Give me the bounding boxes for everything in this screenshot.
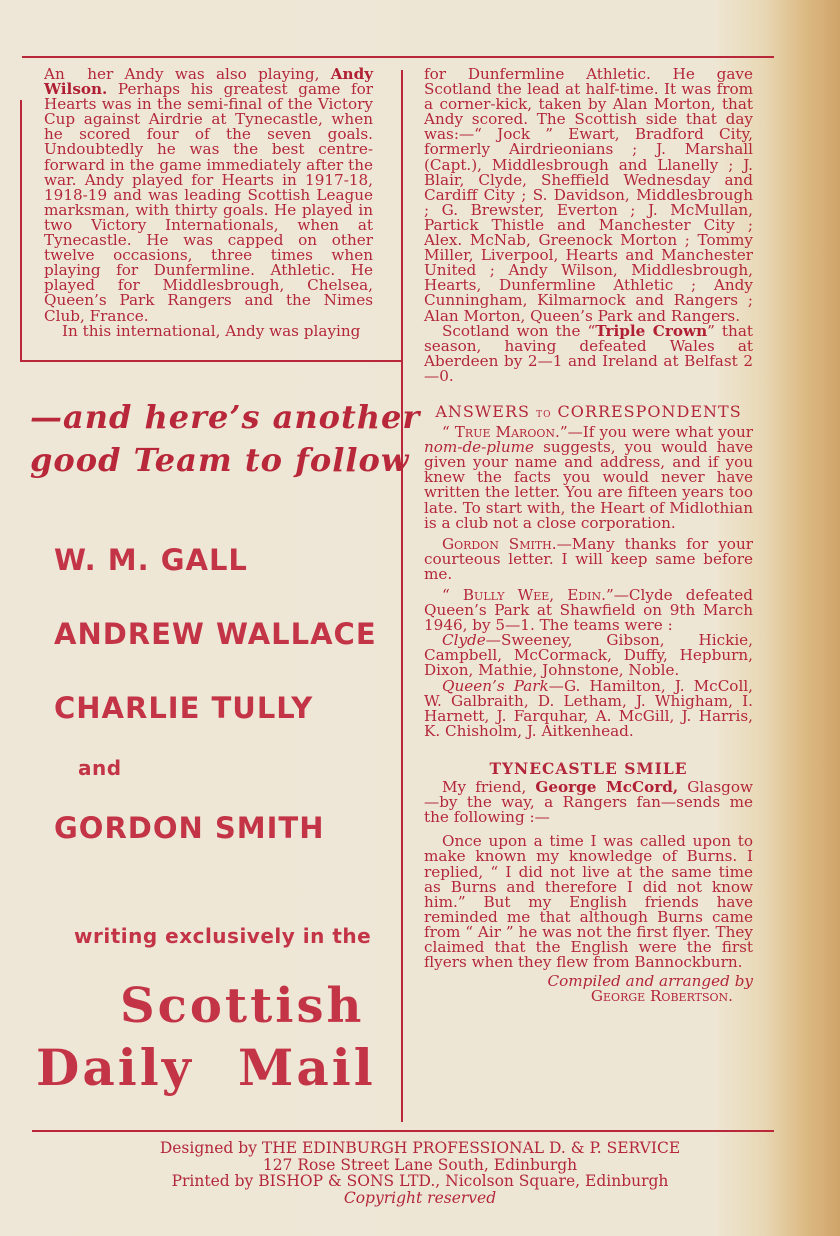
tynecastle-smile-heading: TYNECASTLE SMILE	[489, 758, 688, 778]
left-article-lead-b: her Andy	[87, 65, 164, 83]
answer-true-maroon	[424, 425, 753, 531]
qp-label: Queen’s Park	[442, 676, 549, 695]
triple-crown-paragraph	[424, 321, 753, 385]
q2-text: —Many thanks for your courteous letter. I will keep same before me.	[424, 534, 753, 583]
smile-intro	[424, 780, 753, 825]
clyde-label: Clyde	[442, 631, 486, 650]
answer-gordon-smith	[424, 534, 753, 583]
right-column	[424, 67, 753, 1004]
smile-intro-b: Glasgow —by the way, a Rangers fan—sends me the following :—	[424, 778, 753, 827]
footer-line-4	[60, 1190, 780, 1207]
compiled-text: Compiled and arranged by	[547, 972, 753, 991]
writer-and: and	[78, 756, 122, 780]
answers-heading-to: to	[536, 405, 552, 421]
answers-heading-b: CORRESPONDENTS	[557, 401, 742, 421]
writer-smith: GORDON SMITH	[54, 811, 325, 845]
q1-nom: nom-de-plume	[424, 438, 535, 457]
clyde-team	[424, 633, 753, 678]
footer-line-2: 127 Rose Street Lane South, Edinburgh	[262, 1155, 578, 1174]
printer-address: Nicolson Square, Edinburgh	[445, 1172, 669, 1190]
writing-exclusively: writing exclusively in the	[74, 924, 372, 948]
q2-name: Gordon Smith.	[442, 534, 557, 553]
q3-text: —Clyde defeated Queen’s Park at Shawfield on 9th March 1946, by 5—1. The teams were :	[424, 586, 753, 635]
q1-name: “ True Maroon.”	[442, 423, 568, 442]
left-article-body: Perhaps his greatest game for Hearts was in the semi-final of the Victory Cup against Airdrie at Tynecastle, when he scored four of the seven goals. Undoubtedly he was the best centre-forward in the game immediately after the war. Andy played for Hearts in 1917-18, 1918-19 and was leading Scottish League marksman, with thirty goals. He played in two Victory Internationals, when at Tynecastle. He was capped on other twelve occasions, three times when playing for Dunfermline. Athletic. He played for Middlesbrough, Chelsea, Queen’s Park Rangers and the Nimes Club, France.	[44, 80, 373, 325]
printed-by: Printed by	[171, 1172, 254, 1190]
q1-text-b: suggests, you would have given your name and address, and if you knew the facts you would never have written the letter. You are fifteen years too late. To start with, the Heart of Midlothian is a club not a close corporation.	[424, 438, 753, 532]
writer-gall: W. M. GALL	[54, 543, 248, 577]
designed-by: Designed by	[159, 1139, 257, 1157]
left-article-para-2: In this international, Andy was playing	[62, 321, 361, 340]
author-name: George Robertson.	[590, 987, 733, 1006]
smile-story: Once upon a time I was called upon to make known my knowledge of Burns. I replied, “ I did not live at the same time as Burns and therefore I did not know him.” But my English friends have reminded me that although Burns came from “ Air ” he was not the first flyer. They claimed that the English were the first flyers when they flew from Bannockburn.	[424, 832, 753, 972]
writer-tully: CHARLIE TULLY	[54, 691, 314, 725]
left-article-lead-c: was also playing,	[174, 65, 320, 83]
q3-name: “ Bully Wee, Edin.”	[442, 586, 614, 604]
scottish-daily-mail-logo-line2a: Daily	[36, 1038, 194, 1097]
qp-list: —G. Hamilton, J. McColl, W. Galbraith, D. Letham, J. Whigham, I. Harnett, J. Farquhar, A. McGill, J. Harris, K. Chisholm, J. Aitkenhead.	[424, 676, 753, 740]
answers-heading	[424, 401, 753, 421]
ad-tagline-1: —and here’s another	[30, 398, 421, 436]
author	[424, 989, 733, 1004]
left-top-vertical-rule	[20, 100, 22, 362]
scottish-daily-mail-logo-line2b: Mail	[238, 1038, 376, 1097]
andy-wilson-name: Andy Wilson.	[44, 65, 374, 99]
left-article	[44, 67, 373, 339]
george-mccord: George McCord,	[535, 778, 679, 797]
ad-top-rule	[20, 360, 402, 362]
smile-intro-a: My friend,	[442, 778, 527, 797]
triple-crown: Triple Crown	[595, 321, 708, 340]
scottish-daily-mail-logo-line1: Scottish	[120, 978, 365, 1034]
footer-line-3	[60, 1173, 780, 1190]
answers-heading-a: ANSWERS	[435, 401, 530, 421]
footer-line-1	[60, 1140, 780, 1157]
writer-wallace: ANDREW WALLACE	[54, 617, 377, 651]
answer-bully-wee	[424, 588, 753, 633]
left-article-lead: An	[44, 65, 65, 83]
copyright: Copyright reserved	[343, 1188, 497, 1207]
right-article-continued: for Dunfermline Athletic. He gave Scotland the lead at half-time. It was from a corner-kick, taken by Alan Morton, that Andy scored. The Scottish side that day was:—“ Jock ” Ewart, Bradford City, formerly Airdrieonians ; J. Marshall (Capt.), Middlesbrough and Llanelly ; J. Blair, Clyde, Sheffield Wednesday and Cardiff City ; S. Davidson, Middlesbrough ; G. Brewster, Everton ; J. McMullan, Partick Thistle and Manchester City ; Alex. McNab, Greenock Morton ; Tommy Miller, Liverpool, Hearts and Manchester United ; Andy Wilson, Middlesbrough, Hearts, Dunfermline Athletic ; Andy Cunningham, Kilmarnock and Rangers ; Alan Morton, Queen’s Park and Rangers.	[424, 65, 753, 325]
triple-post: ” that season, having defeated Wales at Aberdeen by 2—1 and Ireland at Belfast 2—0.	[424, 321, 753, 385]
triple-pre: Scotland won the “	[442, 321, 596, 340]
printer-name: BISHOP & SONS LTD.,	[258, 1172, 441, 1190]
ad-tagline-2: good Team to follow	[30, 441, 410, 479]
clyde-list: —Sweeney, Gibson, Hickie, Campbell, McCormack, Duffy, Hepburn, Dixon, Mathie, Johnstone, Noble.	[424, 631, 753, 680]
footer	[60, 1140, 780, 1206]
top-rule	[22, 56, 774, 58]
designer-name: THE EDINBURGH PROFESSIONAL D. & P. SERVICE	[261, 1139, 681, 1157]
bottom-rule	[32, 1130, 774, 1132]
center-vertical-rule	[401, 70, 403, 1122]
q1-text-a: —If you were what your	[567, 423, 753, 442]
queens-park-team	[424, 676, 753, 740]
